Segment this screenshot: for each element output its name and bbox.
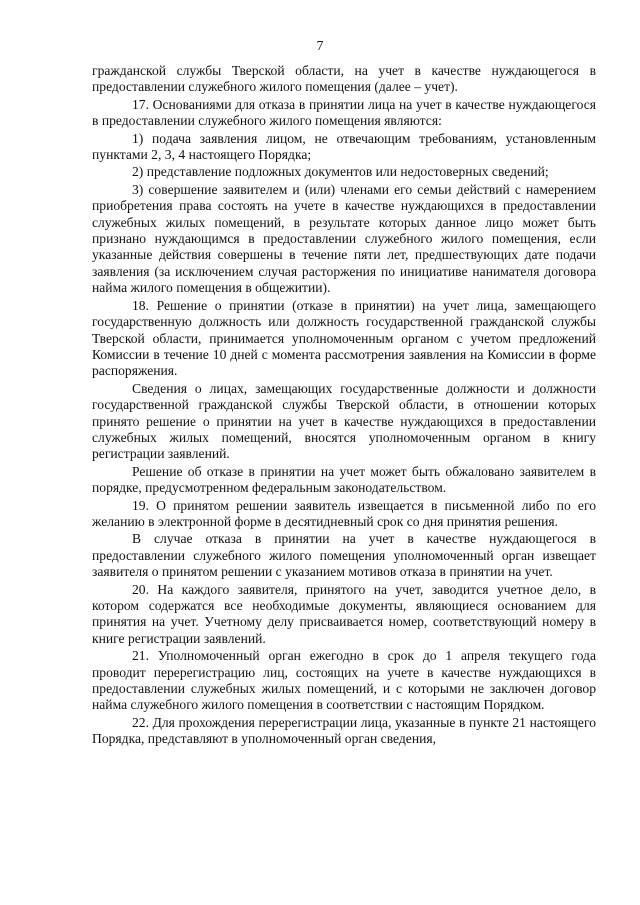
paragraph: 21. Уполномоченный орган ежегодно в срок до 1 апреля текущего года проводит перерегистрацию лиц, состоящих на учете в качестве нуждающихся в предоставлении служебных жилых помещений, и с которыми не заключен договор найма служебного жилого помещения в соответствии с настоящим Порядком. [92,648,596,713]
paragraph: 22. Для прохождения перерегистрации лица, указанные в пункте 21 настоящего Порядка, представляют в уполномоченный орган сведения, [92,714,596,747]
paragraph: 17. Основаниями для отказа в принятии лица на учет в качестве нуждающегося в предоставлении служебного жилого помещения являются: [92,96,596,129]
paragraph: гражданской службы Тверской области, на учет в качестве нуждающегося в предоставлении служебного жилого помещения (далее – учет). [92,63,596,95]
paragraph: В случае отказа в принятии на учет в качестве нуждающегося в предоставлении служебного жилого помещения уполномоченный орган извещает заявителя о принятом решении с указанием мотивов отказа в принятии на учет. [92,531,596,580]
page-number: 7 [316,38,324,53]
paragraph: 19. О принятом решении заявитель извещается в письменной либо по его желанию в электронной форме в десятидневный срок со дня принятия решения. [92,497,596,529]
paragraph: 20. На каждого заявителя, принятого на учет, заводится учетное дело, в котором содержатся все необходимые документы, являющиеся основанием для принятия на учет. Учетному делу присваивается номер, соответствующий номеру в книге регистрации заявлений. [92,581,596,646]
document-body [92,63,596,749]
paragraph: 18. Решение о принятии (отказе в принятии) на учет лица, замещающего государственную должность или должность государственной гражданской службы Тверской области, принимается уполномоченным органом с учетом предложений Комиссии в течение 10 дней с момента рассмотрения заявления на Комиссии в форме распоряжения. [92,297,596,379]
paragraph: 2) представление подложных документов или недостоверных сведений; [132,164,549,180]
paragraph: 3) совершение заявителем и (или) членами его семьи действий с намерением приобретения права состоять на учете в качестве нуждающихся в предоставлении служебных жилых помещений, в результате которых данное лицо может быть признано нуждающимся в предоставлении служебного жилого помещения, если указанные действия совершены в течение пяти лет, предшествующих дате подачи заявления (за исключением случая расторжения по инициативе нанимателя договора найма жилого помещения в общежитии). [92,181,596,296]
paragraph: 1) подача заявления лицом, не отвечающим требованиям, установленным пунктами 2, 3, 4 настоящего Порядка; [92,130,596,163]
paragraph: Решение об отказе в принятии на учет может быть обжаловано заявителем в порядке, предусмотренном федеральным законодательством. [92,463,596,496]
paragraph: Сведения о лицах, замещающих государственные должности и должности государственной гражданской службы Тверской области, в отношении которых принято решение о принятии на учет в качестве нуждающихся в предоставлении служебных жилых помещений, вносятся уполномоченным органом в книгу регистрации заявлений. [92,380,596,462]
